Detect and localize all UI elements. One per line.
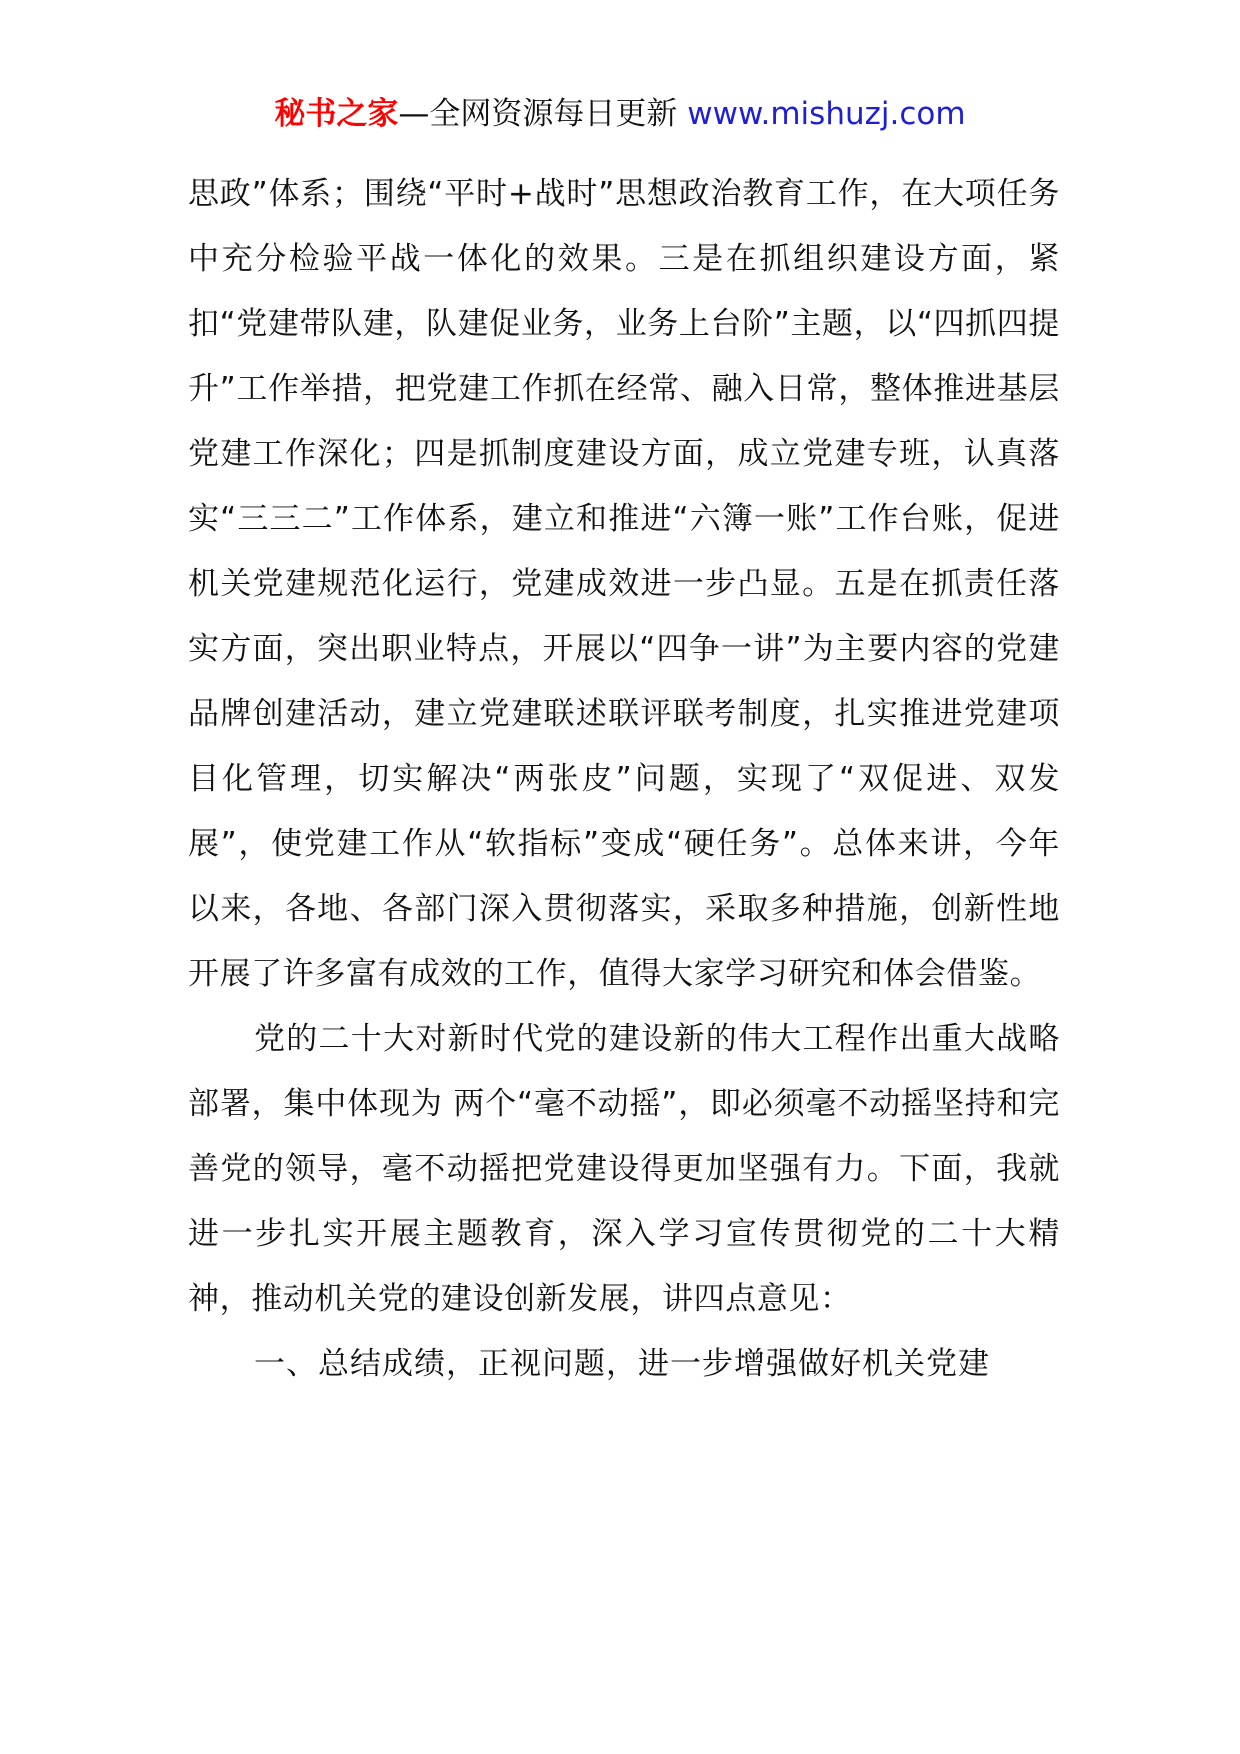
section-heading: 一、总结成绩，正视问题，进一步增强做好机关党建 bbox=[254, 1346, 990, 1382]
header-brand: 秘书之家 bbox=[274, 96, 399, 132]
header-slogan: —全网资源每日更新 bbox=[398, 96, 678, 132]
paragraph-intro: 党的二十大对新时代党的建设新的伟大工程作出重大战略部署，集中体现为 两个“毫不动摇”，即必须毫不动摇坚持和完善党的领导，毫不动摇把党建设得更加坚强有力。下面，我就进一步扎实开展主题教育，深入学习宣传贯彻党的二十大精神，推动机关党的建设创新发展，讲四点意见： bbox=[188, 1021, 1060, 1317]
paragraph-continuation: 思政”体系；围绕“平时+战时”思想政治教育工作，在大项任务中充分检验平战一体化的效果。三是在抓组织建设方面，紧扣“党建带队建，队建促业务，业务上台阶”主题，以“四抓四提升”工作举措，把党建工作抓在经常、融入日常，整体推进基层党建工作深化；四是抓制度建设方面，成立党建专班，认真落实“三三二”工作体系，建立和推进“六簿一账”工作台账，促进机关党建规范化运行，党建成效进一步凸显。五是在抓责任落实方面，突出职业特点，开展以“四争一讲”为主要内容的党建品牌创建活动，建立党建联述联评联考制度，扎实推进党建项目化管理，切实解决“两张皮”问题，实现了“双促进、双发展”，使党建工作从“软指标”变成“硬任务”。总体来讲，今年以来，各地、各部门深入贯彻落实，采取多种措施，创新性地开展了许多富有成效的工作，值得大家学习研究和体会借鉴。 bbox=[188, 176, 1060, 992]
document-body bbox=[188, 162, 1060, 1397]
page-header bbox=[0, 94, 1240, 134]
header-url[interactable]: www.mishuzj.com bbox=[687, 96, 966, 132]
